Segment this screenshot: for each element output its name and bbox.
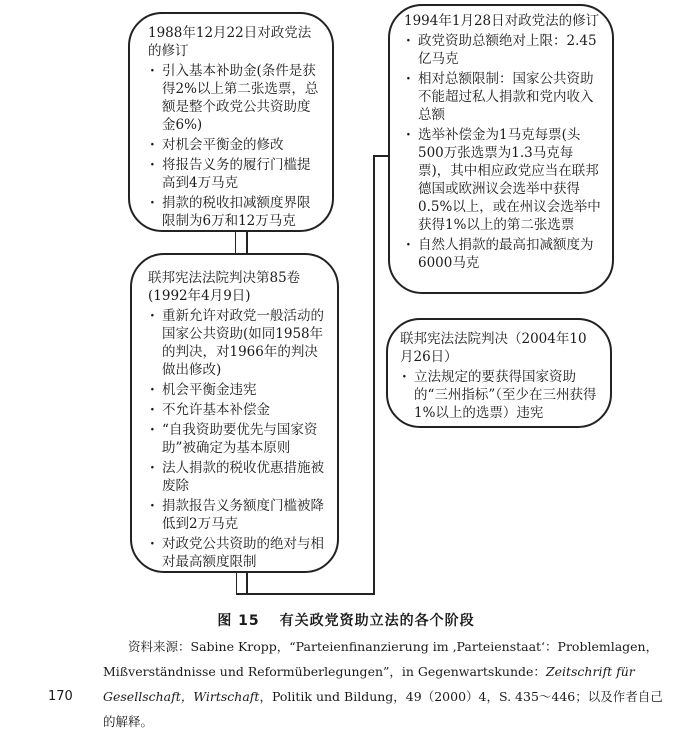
list-item: · 对机会平衡金的修改 [148, 136, 320, 154]
figure-title: 有关政党资助立法的各个阶段 [279, 613, 475, 629]
connector-box1-box2-left [235, 232, 236, 254]
list-item: · 将报告义务的履行门槛提高到4万马克 [148, 156, 320, 192]
box-items [404, 32, 602, 272]
stage-box-1988-amendment [128, 12, 334, 232]
box-items [148, 307, 325, 571]
box-items [400, 368, 600, 422]
page-number: 170 [48, 689, 73, 704]
stage-box-1992-court-ruling [130, 253, 339, 573]
connector-bottom-horizontal [236, 593, 374, 595]
source-citation: Sabine Kropp，“Parteienfinanzierung im ‚Parteienstaat‘：Problemlagen，Mißverständnisse und Reformüberlegungen”，in Gegenwartskunde： [103, 639, 659, 679]
figure-caption [0, 610, 692, 630]
list-item: · 重新允许对政党一般活动的国家公共资助(如同1958年的判决，对1966年的判决做出修改) [148, 307, 325, 379]
stage-box-1994-amendment [388, 4, 614, 294]
box-title: 联邦宪法法院判决第85卷(1992年4月9日) [148, 270, 301, 304]
source-journal: Zeitschrift für Gesellschaft，Wirtschaft [103, 664, 635, 704]
connector-box2-down-left [236, 572, 237, 594]
connector-to-box3 [373, 155, 389, 157]
source-citation-end: ，Politik und Bildung，49（2000）4，S. 435～446；以及作者自己的解释。 [103, 689, 663, 729]
list-item: · 选举补偿金为1马克每票(头500万张选票为1.3马克每票)，其中相应政党应当在联邦德国或欧洲议会选举中获得0.5%以上，或在州议会选举中获得1%以上的第二张选票 [404, 126, 602, 234]
stage-box-2004-court-ruling [386, 318, 612, 428]
source-note [103, 634, 673, 734]
list-item: · 自然人捐款的最高扣减额度为6000马克 [404, 236, 602, 272]
list-item: · 立法规定的要获得国家资助的“三州指标”（至少在三州获得1%以上的选票）违宪 [400, 368, 600, 422]
box-title: 1994年1月28日对政党法的修订 [404, 13, 600, 29]
box-items [148, 62, 320, 230]
box-title: 联邦宪法法院判决（2004年10月26日） [400, 331, 587, 365]
list-item: · 引入基本补助金(条件是获得2%以上第二张选票，总额是整个政党公共资助度金6%) [148, 62, 320, 134]
list-item: · 对政党公共资助的绝对与相对最高额度限制 [148, 535, 325, 571]
connector-box2-down-right [246, 572, 248, 594]
connector-vertical-to-box3 [373, 155, 375, 595]
figure-number: 图 15 [217, 613, 260, 629]
list-item: · 捐款报告义务额度门槛被降低到2万马克 [148, 497, 325, 533]
source-label: 资料来源： [128, 639, 191, 654]
list-item: · 捐款的税收扣减额度界限限制为6万和12万马克 [148, 194, 320, 230]
box-title: 1988年12月22日对政党法的修订 [148, 25, 312, 59]
list-item: · “自我资助要优先与国家资助”被确定为基本原则 [148, 421, 325, 457]
list-item: · 相对总额限制：国家公共资助不能超过私人捐款和党内收入总额 [404, 70, 602, 124]
list-item: · 不允许基本补偿金 [148, 401, 325, 419]
list-item: · 机会平衡金违宪 [148, 381, 325, 399]
list-item: · 法人捐款的税收优惠措施被废除 [148, 459, 325, 495]
connector-box1-box2-right [246, 232, 248, 254]
list-item: · 政党资助总额绝对上限：2.45亿马克 [404, 32, 602, 68]
